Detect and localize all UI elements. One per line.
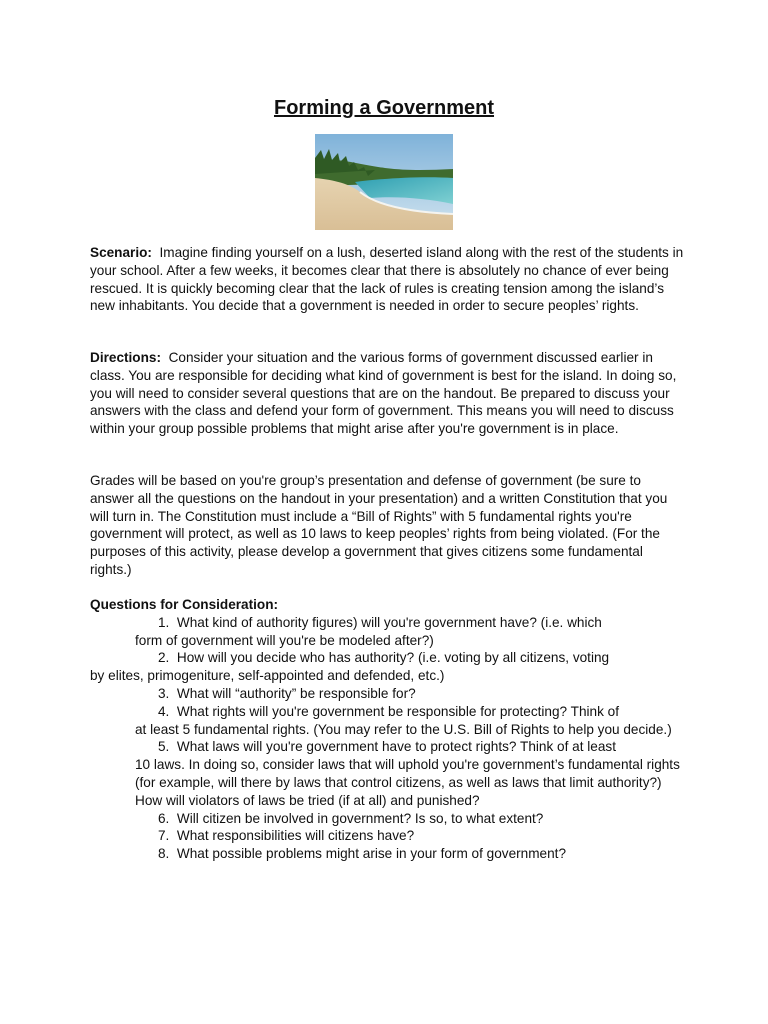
question-item: [90, 845, 686, 863]
question-number: 1.: [158, 614, 170, 630]
question-item: [90, 649, 686, 685]
grades-text: Grades will be based on you're group’s presentation and defense of government (be sure to answer all the questions on the handout in your presentation) and a written Constitution that you will turn in. The Constitution must include a “Bill of Rights” with 5 fundamental rights you're government will protect, as well as 10 laws to keep peoples’ rights from being violated. (For the purposes of this activity, please develop a government that gives citizens some fundamental rights.): [90, 473, 668, 577]
question-text: What rights will you're government be responsible for protecting? Think of: [176, 703, 620, 719]
scenario-text: Imagine finding yourself on a lush, deserted island along with the rest of the students in your school. After a few weeks, it becomes clear that there is absolutely no chance of ever being rescued. It is quickly becoming clear that the lack of rules is creating tension among the island’s new inhabitants. You decide that a government is needed in order to secure peoples’ rights.: [90, 245, 684, 314]
page-title: Forming a Government: [273, 97, 495, 119]
beach-photo: [315, 134, 453, 230]
question-text: What possible problems might arise in your form of government?: [176, 846, 567, 862]
question-number: 2.: [158, 650, 170, 666]
question-number: 8.: [158, 846, 170, 862]
question-continuation: 10 laws. In doing so, consider laws that will uphold you're government’s fundamental rights (for example, will there by laws that control citizens, as well as laws that limit authority?) How will violators of laws be tried (if at all) and punished?: [135, 757, 680, 808]
question-number: 6.: [158, 810, 170, 826]
question-text: What kind of authority figures) will you're government have? (i.e. which: [176, 614, 602, 630]
question-number: 5.: [158, 739, 170, 755]
question-text: What laws will you're government have to protect rights? Think of at least: [176, 739, 616, 755]
question-item: [90, 738, 686, 809]
question-text: What will “authority” be responsible for?: [176, 685, 416, 701]
question-text: What responsibilities will citizens have?: [176, 828, 415, 844]
question-continuation: form of government will you're be modeled after?): [135, 632, 434, 648]
directions-paragraph: [90, 349, 686, 438]
question-item: [90, 810, 686, 828]
question-text: Will citizen be involved in government? Is so, to what extent?: [176, 810, 544, 826]
question-item: [90, 685, 686, 703]
question-continuation: at least 5 fundamental rights. (You may refer to the U.S. Bill of Rights to help you decide.): [135, 721, 672, 737]
question-number: 3.: [158, 685, 170, 701]
scenario-label: Scenario:: [90, 245, 152, 260]
question-number: 4.: [158, 703, 170, 719]
questions-heading: Questions for Consideration:: [90, 597, 279, 612]
question-text: How will you decide who has authority? (i.e. voting by all citizens, voting: [176, 650, 610, 666]
directions-label: Directions:: [90, 350, 162, 365]
grades-paragraph: [90, 472, 686, 579]
question-item: [90, 703, 686, 739]
question-item: [90, 614, 686, 650]
directions-text: Consider your situation and the various forms of government discussed earlier in class. You are responsible for deciding what kind of government is best for the island. In doing so, you will need to consider several questions that are on the handout. Be prepared to discuss your answers with the class and defend your form of government. This means you will need to discuss within your group possible problems that might arise after you're government is in place.: [90, 350, 677, 437]
question-item: [90, 827, 686, 845]
question-continuation: by elites, primogeniture, self-appointed and defended, etc.): [90, 668, 445, 684]
question-number: 7.: [158, 828, 170, 844]
scenario-paragraph: [90, 244, 686, 315]
questions-section: [90, 596, 686, 863]
